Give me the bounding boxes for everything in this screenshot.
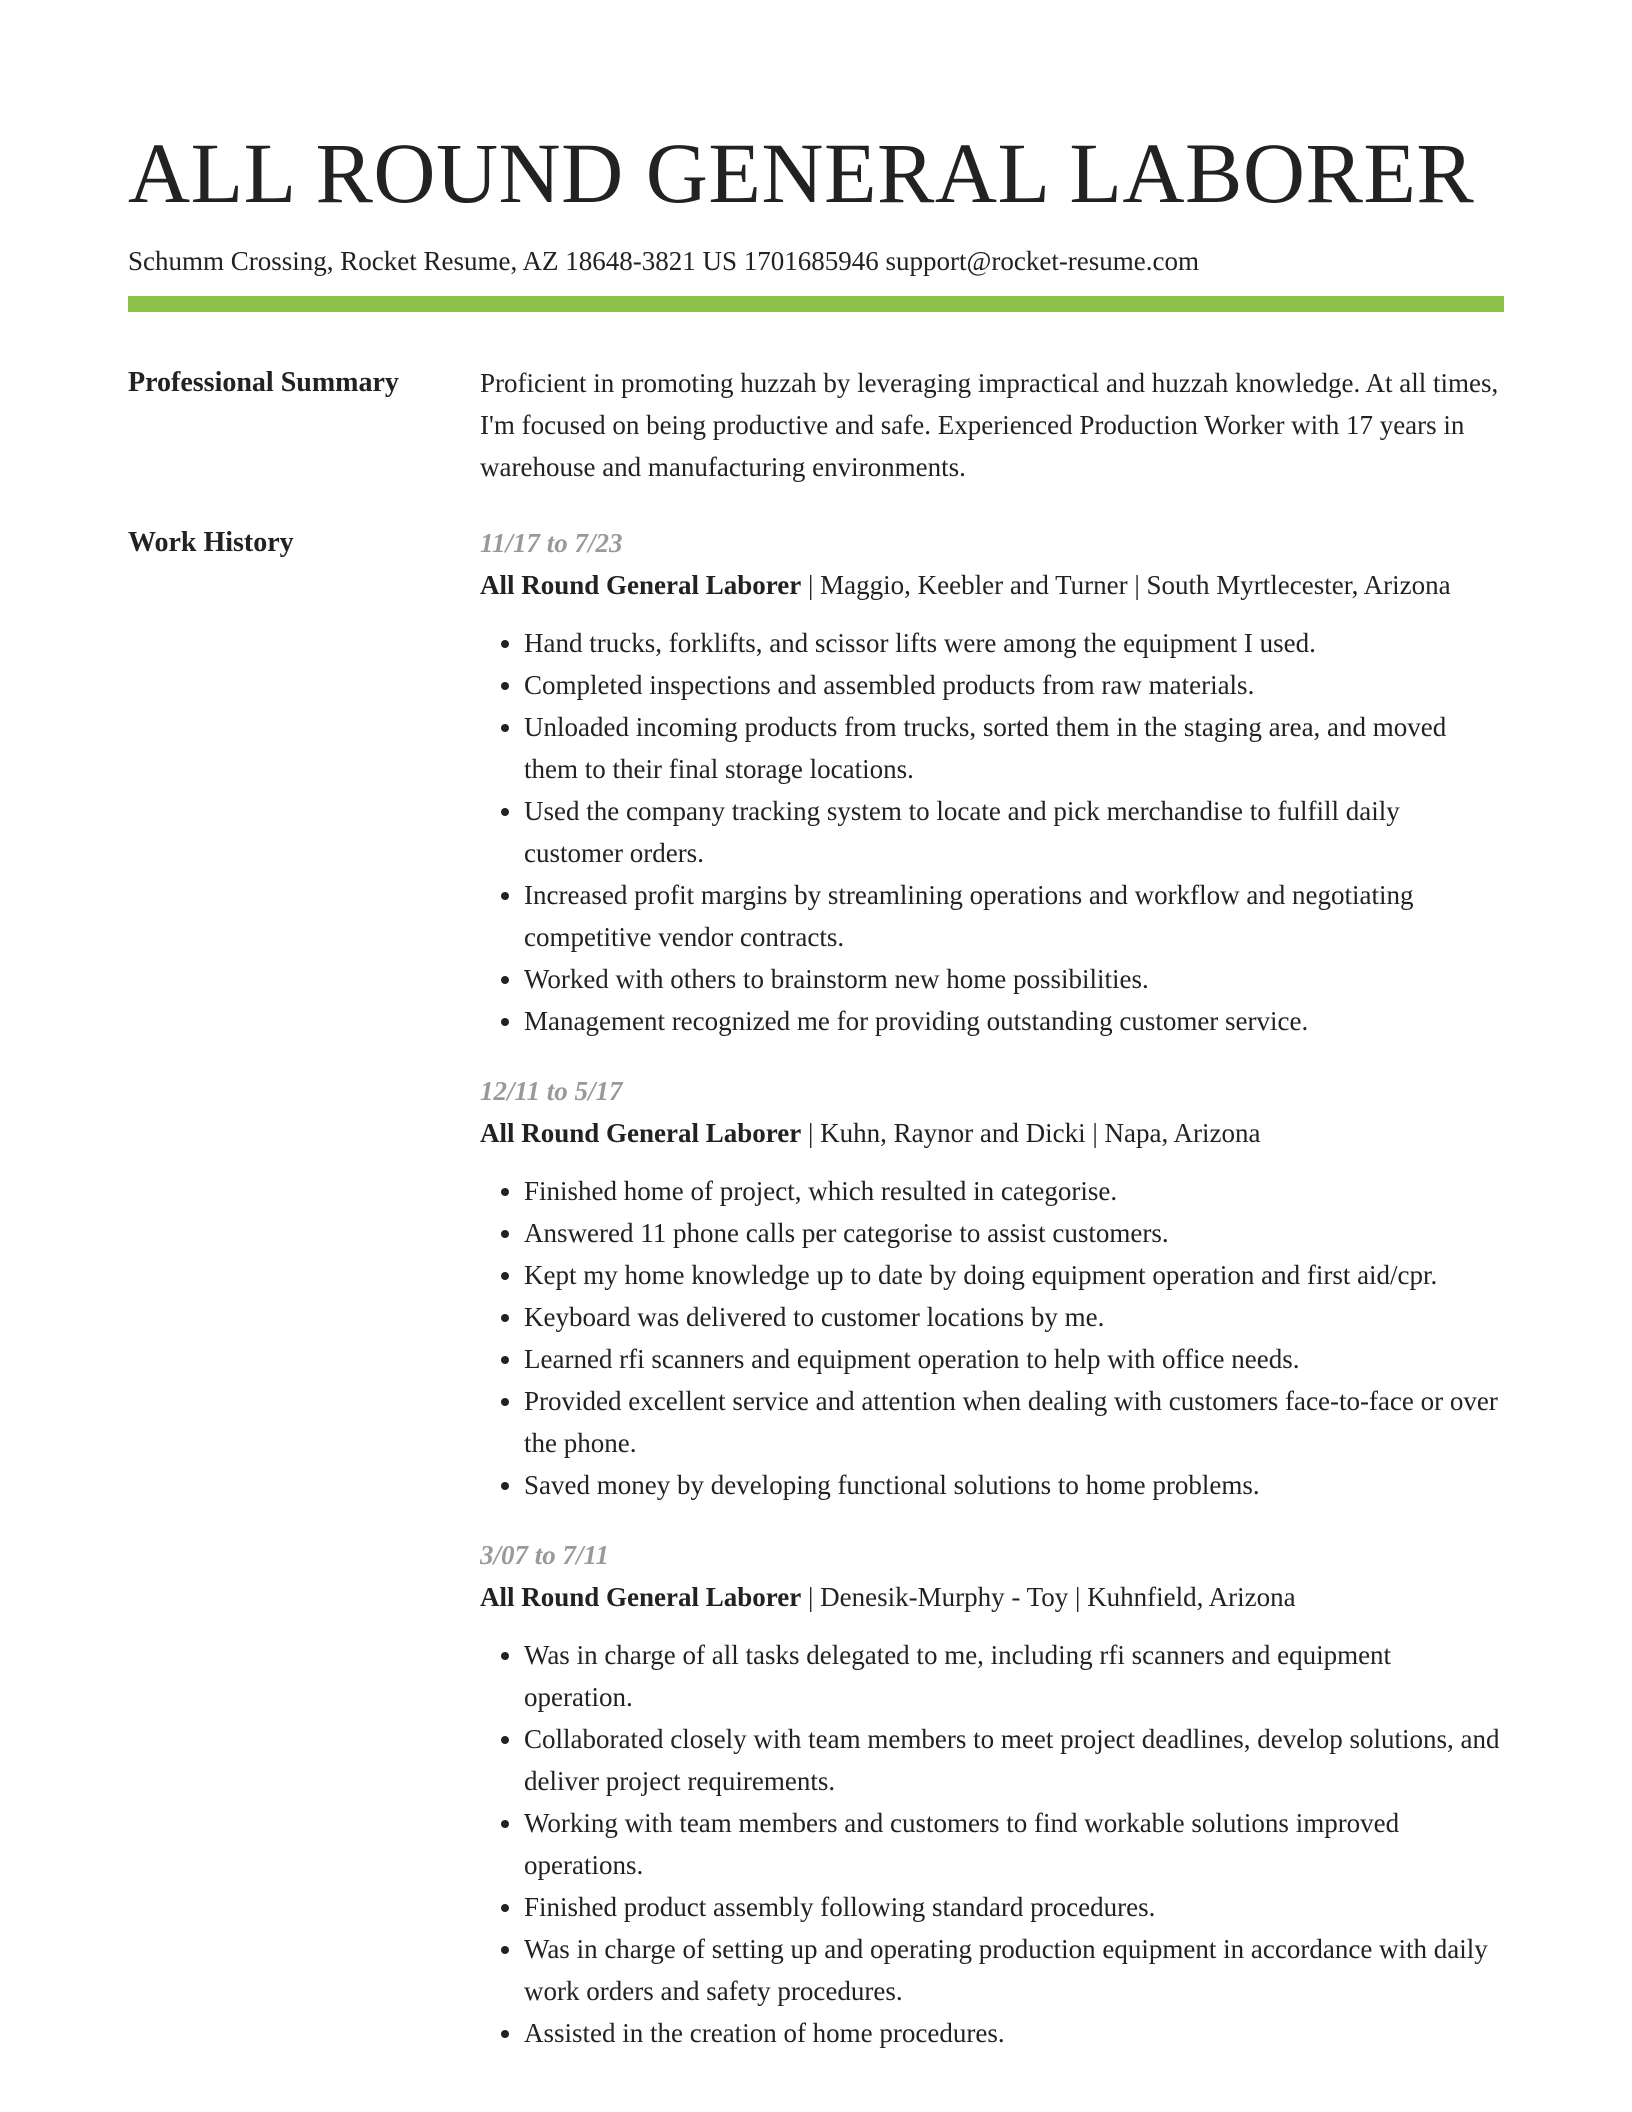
job-details: | Denesik-Murphy - Toy | Kuhnfield, Arizona [801,1582,1296,1612]
job-title: All Round General Laborer [480,570,802,600]
job-entry [480,1070,1504,1506]
job-heading [480,1576,1504,1618]
job-bullet: • Answered 11 phone calls per categorise to assist customers. [524,1212,1504,1254]
job-bullet: • Assisted in the creation of home procedures. [524,2012,1504,2054]
job-bullet: • Was in charge of all tasks delegated to me, including rfi scanners and equipment operation. [524,1634,1504,1718]
summary-body [480,362,1504,488]
work-history-body [480,522,1504,2054]
job-bullet: • Unloaded incoming products from trucks, sorted them in the staging area, and moved them to their final storage locations. [524,706,1504,790]
job-dates: 11/17 to 7/23 [480,528,623,558]
job-bullet: • Keyboard was delivered to customer locations by me. [524,1296,1504,1338]
job-bullet: • Increased profit margins by streamlining operations and workflow and negotiating competitive vendor contracts. [524,874,1504,958]
job-bullet: • Worked with others to brainstorm new home possibilities. [524,958,1504,1000]
job-dates: 12/11 to 5/17 [480,1076,623,1106]
work-history-heading: Work History [128,527,294,558]
job-details: | Kuhn, Raynor and Dicki | Napa, Arizona [801,1118,1261,1148]
job-entry [480,522,1504,1042]
job-bullet: • Kept my home knowledge up to date by doing equipment operation and first aid/cpr. [524,1254,1504,1296]
job-bullets [480,622,1504,1042]
job-title: All Round General Laborer [480,1118,802,1148]
job-bullet: • Saved money by developing functional solutions to home problems. [524,1464,1504,1506]
summary-heading: Professional Summary [128,367,399,398]
job-bullet: • Collaborated closely with team members to meet project deadlines, develop solutions, and deliver project requirements. [524,1718,1504,1802]
job-bullet: • Working with team members and customers to find workable solutions improved operations. [524,1802,1504,1886]
job-bullet: • Learned rfi scanners and equipment operation to help with office needs. [524,1338,1504,1380]
job-dates: 3/07 to 7/11 [480,1540,610,1570]
header-divider [128,296,1504,312]
job-bullet: • Management recognized me for providing outstanding customer service. [524,1000,1504,1042]
job-bullet: • Finished product assembly following standard procedures. [524,1886,1504,1928]
job-entry [480,1534,1504,2054]
job-heading [480,564,1504,606]
job-heading [480,1112,1504,1154]
job-bullet: • Was in charge of setting up and operating production equipment in accordance with daily work orders and safety procedures. [524,1928,1504,2012]
job-title: All Round General Laborer [480,1582,802,1612]
summary-text: Proficient in promoting huzzah by leveraging impractical and huzzah knowledge. At all times, I'm focused on being productive and safe. Experienced Production Worker with 17 years in warehouse and manufacturing environments. [480,368,1499,482]
job-bullet: • Completed inspections and assembled products from raw materials. [524,664,1504,706]
job-details: | Maggio, Keebler and Turner | South Myrtlecester, Arizona [801,570,1451,600]
job-bullet: • Provided excellent service and attention when dealing with customers face-to-face or over the phone. [524,1380,1504,1464]
resume-name: ALL ROUND GENERAL LABORER [128,125,1475,221]
contact-info: Schumm Crossing, Rocket Resume, AZ 18648-3821 US 1701685946 support@rocket-resume.com [128,246,1200,276]
job-bullet: • Finished home of project, which resulted in categorise. [524,1170,1504,1212]
summary-section [128,362,1504,488]
job-bullet: • Hand trucks, forklifts, and scissor lifts were among the equipment I used. [524,622,1504,664]
job-bullets [480,1170,1504,1506]
resume-page [128,0,1504,2054]
job-bullets [480,1634,1504,2054]
job-bullet: • Used the company tracking system to locate and pick merchandise to fulfill daily customer orders. [524,790,1504,874]
work-history-section [128,522,1504,2054]
